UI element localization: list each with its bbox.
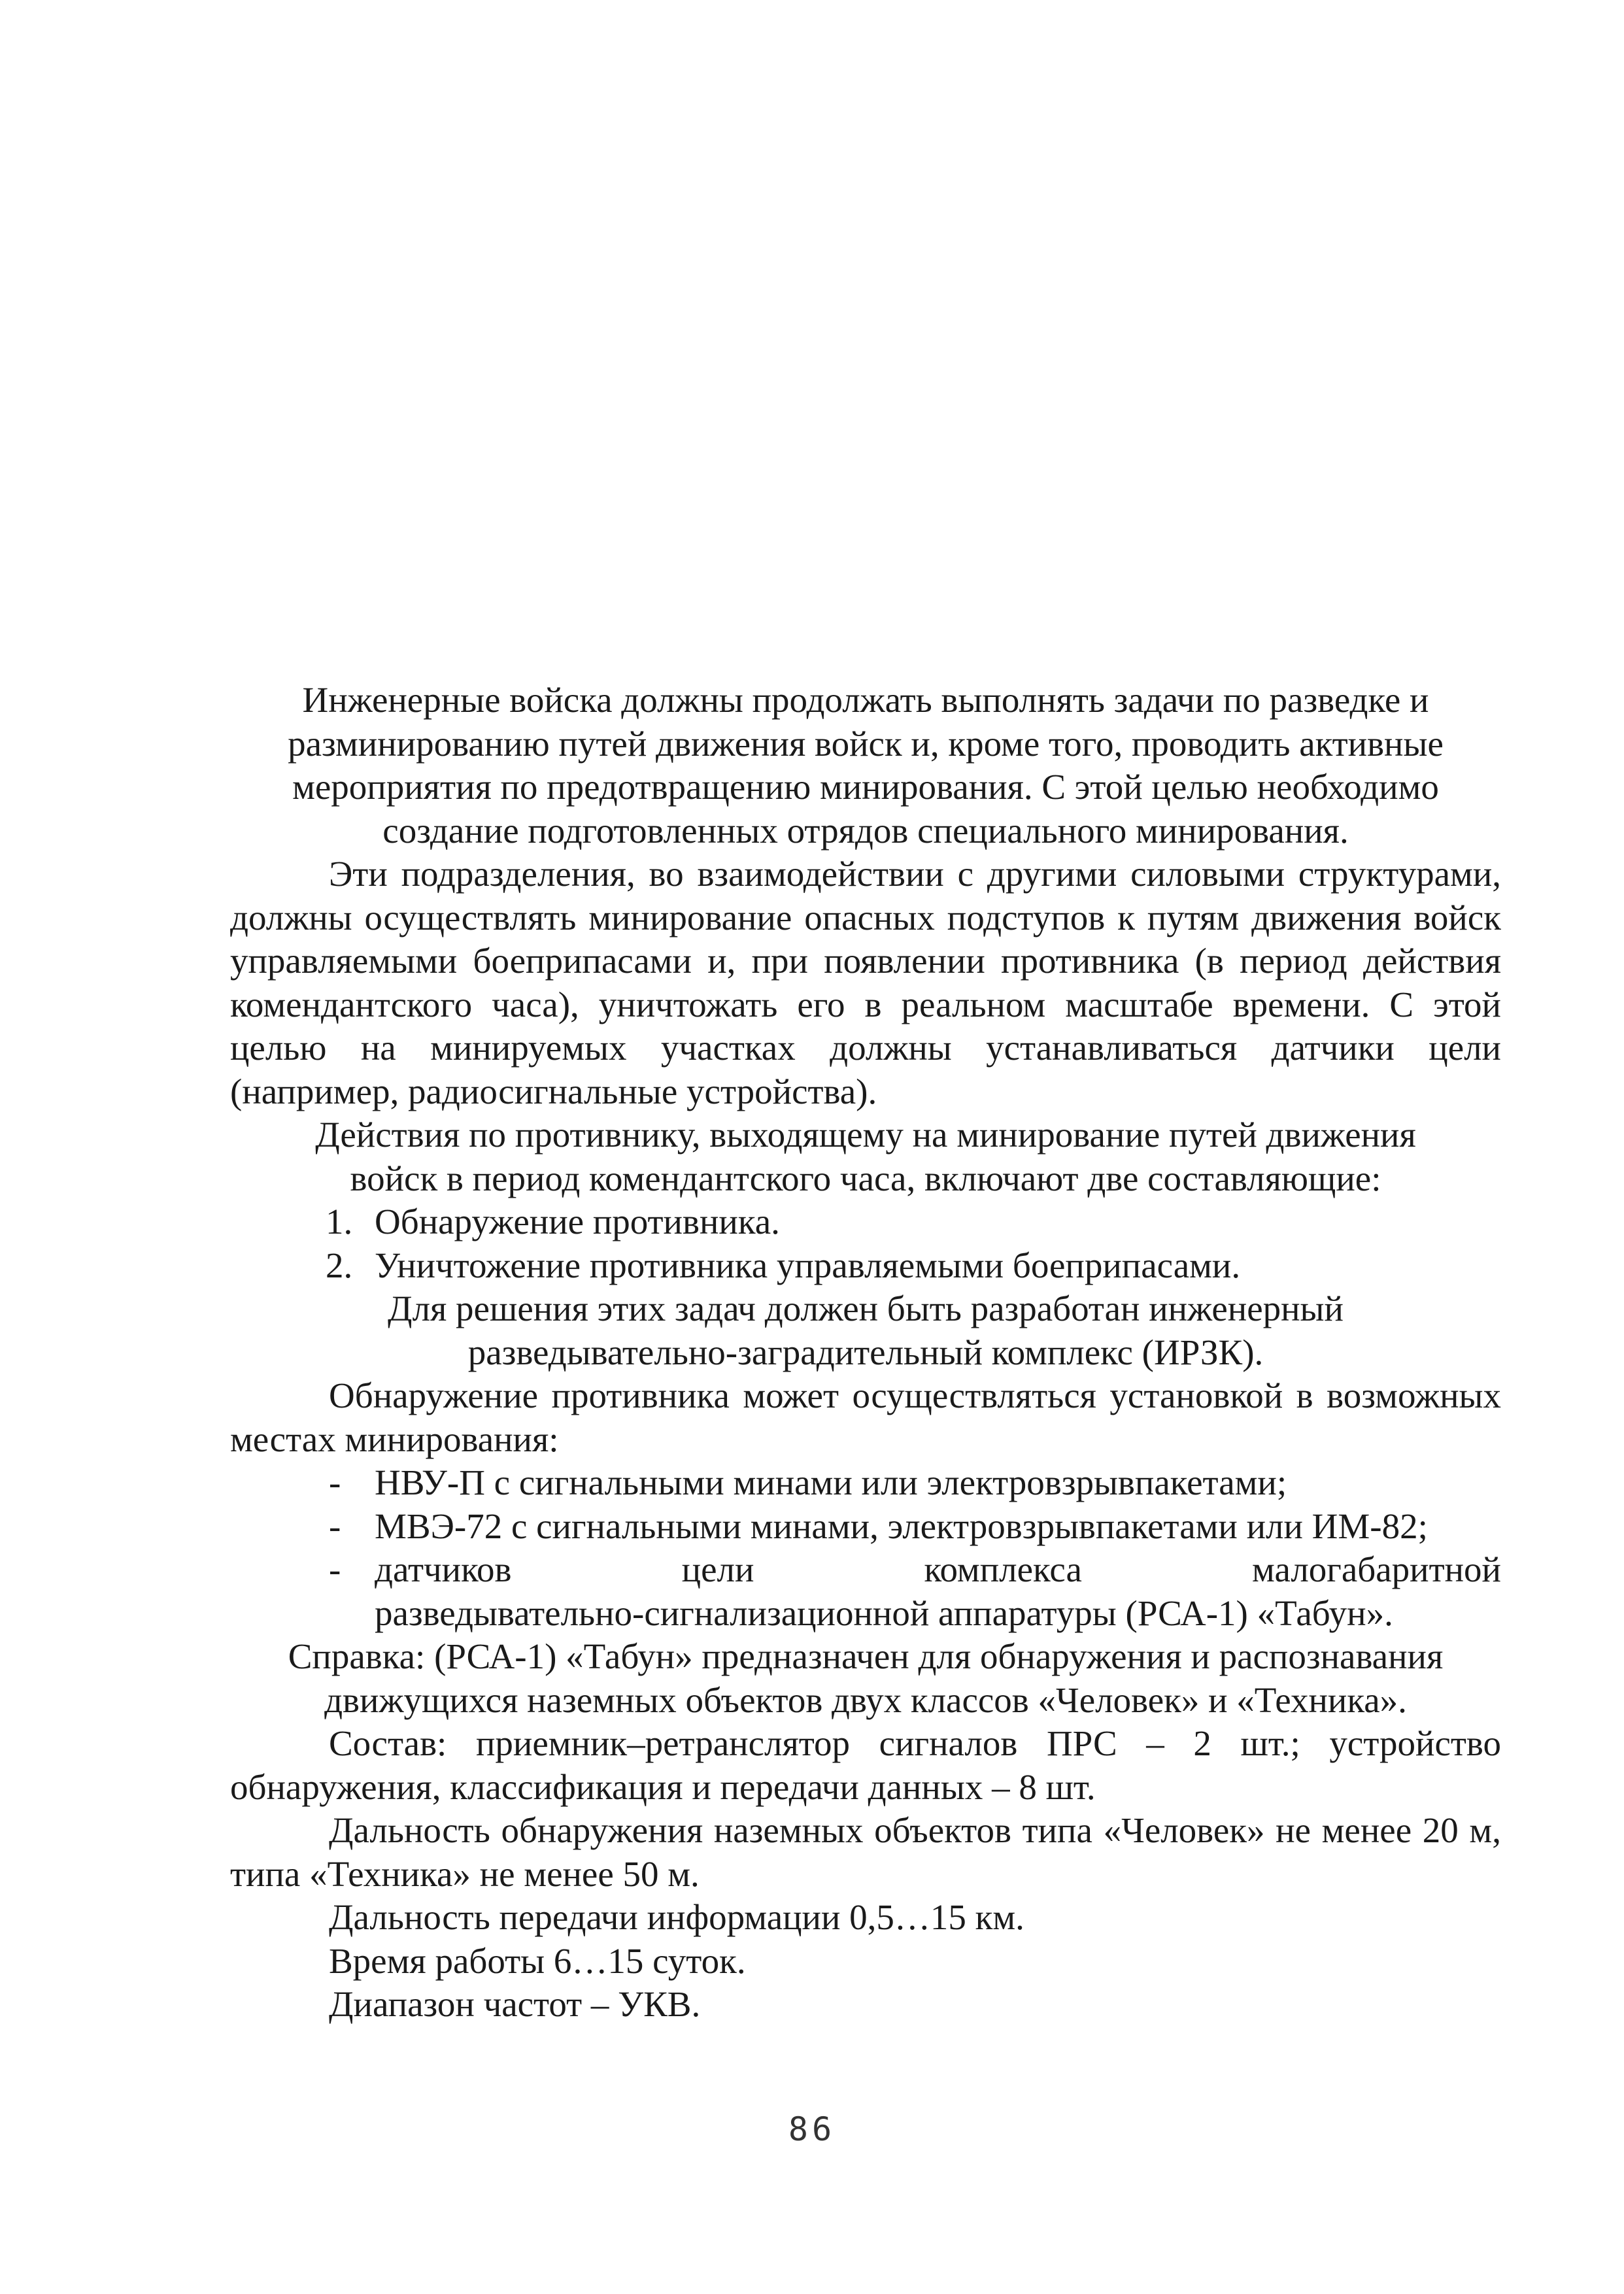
- units-paragraph: Эти подразделения, во взаимодействии с другими силовыми структурами, должны осуществлять минирование опасных подступов к путям движения войск управляемыми боеприпасами и, при появлении противника (в период действия комендантского часа), уничтожать его в реальном масштабе времени. С этой целью на минируемых участках должны устанавливаться датчики цели (например, радиосигнальные устройства).: [230, 854, 1501, 1111]
- actions-paragraph: [230, 1113, 1501, 1200]
- intro-paragraph: [230, 679, 1501, 852]
- bullet-dash: -: [329, 1462, 341, 1502]
- body-text: [230, 679, 1501, 2027]
- bullet-text-continued: разведывательно-сигнализационной аппаратуры (РСА-1) «Табун».: [375, 1593, 1393, 1633]
- bullet-item: [230, 1461, 1501, 1505]
- irzk-line: разведывательно-заградительный комплекс (ИРЗК).: [467, 1332, 1264, 1372]
- item-text: Обнаружение противника.: [375, 1202, 780, 1241]
- bullet-dash: -: [329, 1506, 341, 1546]
- irzk-line: Для решения этих задач должен быть разработан инженерный: [388, 1289, 1344, 1328]
- work-time-line: Время работы 6…15 суток.: [329, 1940, 746, 1981]
- intro-line: создание подготовленных отрядов специального минирования.: [382, 810, 1349, 851]
- intro-line: разминированию путей движения войск и, кроме того, проводить активные: [288, 723, 1444, 764]
- range-detect-paragraph: Дальность обнаружения наземных объектов типа «Человек» не менее 20 м, типа «Техника» не менее 50 м.: [230, 1810, 1501, 1894]
- item-number: 1.: [326, 1202, 353, 1241]
- range-transmit-line: Дальность передачи информации 0,5…15 км.: [329, 1897, 1024, 1937]
- bullet-dash: -: [329, 1549, 341, 1589]
- item-text: Уничтожение противника управляемыми боеприпасами.: [375, 1245, 1241, 1285]
- actions-line: Действия по противнику, выходящему на минирование путей движения: [315, 1115, 1416, 1155]
- numbered-item: [230, 1244, 1501, 1288]
- bullet-item: [230, 1548, 1501, 1635]
- bullet-text: МВЭ-72 с сигнальными минами, электровзрывпакетами или ИМ-82;: [375, 1506, 1428, 1546]
- intro-line: мероприятия по предотвращению минирования. С этой целью необходимо: [292, 767, 1439, 807]
- frequency-line: Диапазон частот – УКВ.: [329, 1984, 701, 2024]
- page-number: 86: [788, 2110, 836, 2148]
- intro-line: Инженерные войска должны продолжать выполнять задачи по разведке и: [302, 680, 1429, 720]
- bullet-item: [230, 1505, 1501, 1549]
- reference-line: Справка: (РСА-1) «Табун» предназначен для обнаружения и распознавания: [288, 1636, 1444, 1676]
- composition-paragraph: Состав: приемник–ретранслятор сигналов ПРС – 2 шт.; устройство обнаружения, классификация и передачи данных – 8 шт.: [230, 1723, 1501, 1807]
- irzk-paragraph: [230, 1287, 1501, 1374]
- actions-line: войск в период комендантского часа, включают две составляющие:: [350, 1158, 1381, 1198]
- bullet-text: НВУ-П с сигнальными минами или электровзрывпакетами;: [375, 1462, 1287, 1502]
- item-number: 2.: [326, 1245, 353, 1285]
- reference-paragraph: [230, 1635, 1501, 1722]
- bullet-text: датчиков цели комплекса малогабаритной: [375, 1549, 1501, 1589]
- detection-paragraph: Обнаружение противника может осуществляться установкой в возможных местах минирования:: [230, 1375, 1501, 1459]
- reference-line: движущихся наземных объектов двух классов «Человек» и «Техника».: [324, 1679, 1407, 1720]
- numbered-item: [230, 1200, 1501, 1244]
